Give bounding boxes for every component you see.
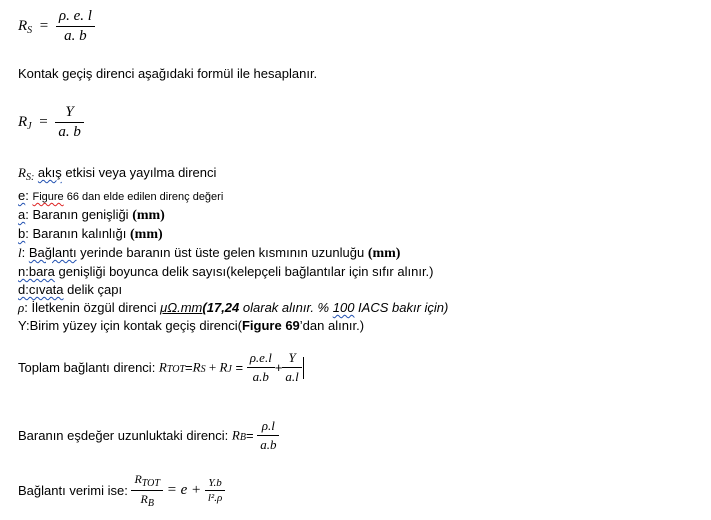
def-d xyxy=(18,281,448,299)
def-rho-note-end: IACS bakır için) xyxy=(354,300,449,315)
equiv-r-sub: B xyxy=(239,431,246,443)
efficiency-den-r: R xyxy=(140,492,148,506)
formula-rs-denominator: a. b xyxy=(56,26,95,45)
total-eq: = xyxy=(185,360,193,375)
def-n xyxy=(18,263,448,281)
def-a-symbol: a xyxy=(18,207,26,222)
def-b-unit: (mm) xyxy=(130,227,163,242)
def-a-unit: (mm) xyxy=(132,208,165,223)
def-e-word: Figure xyxy=(32,191,64,203)
def-rho-symbol: ρ xyxy=(18,300,25,315)
def-a xyxy=(18,206,448,225)
def-rho-note-bold: (17,24 xyxy=(202,300,240,315)
efficiency-den-sub: B xyxy=(147,498,154,509)
text-cursor xyxy=(303,357,304,379)
def-e xyxy=(18,187,448,206)
def-a-text: : Baranın genişliği xyxy=(25,207,133,222)
equiv-eq: = xyxy=(245,428,254,443)
def-y-text: Y:Birim yüzey için kontak geçiş direnci( xyxy=(18,318,242,333)
total-f1-denominator: a.b xyxy=(247,367,275,385)
def-b xyxy=(18,225,448,244)
total-fraction-2 xyxy=(282,350,301,385)
total-f2-numerator: Y xyxy=(288,350,296,365)
equiv-denominator: a.b xyxy=(257,435,279,453)
efficiency-num-sub: TOT xyxy=(141,478,160,489)
equiv-numerator: ρ.l xyxy=(261,418,275,433)
formula-rj-lhs: R xyxy=(18,113,28,130)
def-b-symbol: b xyxy=(18,226,26,241)
total-rj: R xyxy=(219,359,228,375)
def-n-text: genişliği boyunca delik sayısı(kelepçeli bağlantılar için sıfır alınır.) xyxy=(54,264,434,279)
def-rho-text: : İletkenin özgül direnci xyxy=(24,300,161,315)
efficiency-ratio xyxy=(131,472,163,509)
total-r: R xyxy=(158,359,167,375)
total-resistance-line xyxy=(18,350,304,385)
formula-rj-sub: J xyxy=(27,120,32,132)
total-rj-sub: J xyxy=(227,363,232,375)
total-label: Toplam bağlantı direnci: xyxy=(18,360,159,375)
def-rho-note-number: 100 xyxy=(332,300,355,315)
def-rs-text: etkisi veya yayılma direnci xyxy=(61,165,217,180)
formula-rs-eq: = xyxy=(39,17,49,34)
def-e-symbol: e xyxy=(18,188,26,203)
intro-text: Kontak geçiş direnci aşağıdaki formül ile hesaplanır. xyxy=(18,66,318,81)
def-rs-word: akış xyxy=(37,165,62,180)
formula-rj xyxy=(18,104,84,141)
def-l xyxy=(18,244,448,263)
def-e-text: 66 dan elde edilen direnç değeri xyxy=(63,191,224,203)
total-f1-numerator: ρ.e.l xyxy=(249,350,272,365)
total-plus2: + xyxy=(274,360,283,375)
def-l-symbol: l xyxy=(18,245,22,260)
total-f2-denominator: a.l xyxy=(282,367,301,385)
definition-list xyxy=(18,164,448,335)
efficiency-f-numerator: Y.b xyxy=(208,477,222,489)
formula-rs xyxy=(18,8,95,45)
equiv-fraction xyxy=(257,418,279,453)
total-fraction-1 xyxy=(247,350,275,385)
efficiency-eq: = e + xyxy=(162,482,205,498)
def-rs xyxy=(18,164,448,187)
def-y-ref: Figure 69 xyxy=(241,318,300,333)
efficiency-line xyxy=(18,472,225,509)
def-d-text: delik çapı xyxy=(63,282,123,297)
def-y xyxy=(18,317,448,335)
def-rho-unit: μΩ.mm xyxy=(160,300,203,315)
equiv-label: Baranın eşdeğer uzunluktaki direnci: xyxy=(18,428,232,443)
efficiency-f-denominator: l².ρ xyxy=(205,490,225,504)
formula-rj-denominator: a. b xyxy=(55,122,84,141)
total-plus: + xyxy=(205,359,220,375)
formula-rs-lhs: R xyxy=(18,17,28,34)
def-l-word: Bağlantı xyxy=(28,245,77,260)
efficiency-num-r: R xyxy=(134,472,142,486)
def-y-end: ’dan alınır.) xyxy=(299,318,365,333)
efficiency-label: Bağlantı verimi ise: xyxy=(18,483,128,498)
formula-rs-numerator: ρ. e. l xyxy=(58,8,92,24)
def-e-sep: : xyxy=(25,188,33,203)
equivalent-resistance-line xyxy=(18,418,279,453)
formula-rs-fraction xyxy=(56,8,95,45)
def-n-word: n:bara xyxy=(18,264,55,279)
def-d-word: d:cıvata xyxy=(18,282,64,297)
total-r-sub: TOT xyxy=(166,363,186,375)
formula-rj-fraction xyxy=(55,104,84,141)
total-rs: R xyxy=(192,359,201,375)
def-l-sep: : xyxy=(21,245,29,260)
formula-rj-numerator: Y xyxy=(65,104,74,120)
efficiency-fraction xyxy=(205,477,225,504)
total-rs-sub: S xyxy=(200,363,206,375)
equiv-r: R xyxy=(231,427,240,443)
formula-rs-sub: S xyxy=(27,24,33,36)
def-l-unit: (mm) xyxy=(367,246,401,261)
def-rs-sub: S: xyxy=(25,172,35,183)
def-rho xyxy=(18,299,448,317)
def-rs-symbol: R xyxy=(18,165,26,180)
total-eq2: = xyxy=(231,360,244,375)
def-rho-note: olarak alınır. % xyxy=(239,300,333,315)
formula-rj-eq: = xyxy=(39,113,48,130)
def-b-text: : Baranın kalınlığı xyxy=(25,226,131,241)
def-l-text: yerinde baranın üst üste gelen kısmının uzunluğu xyxy=(76,245,368,260)
